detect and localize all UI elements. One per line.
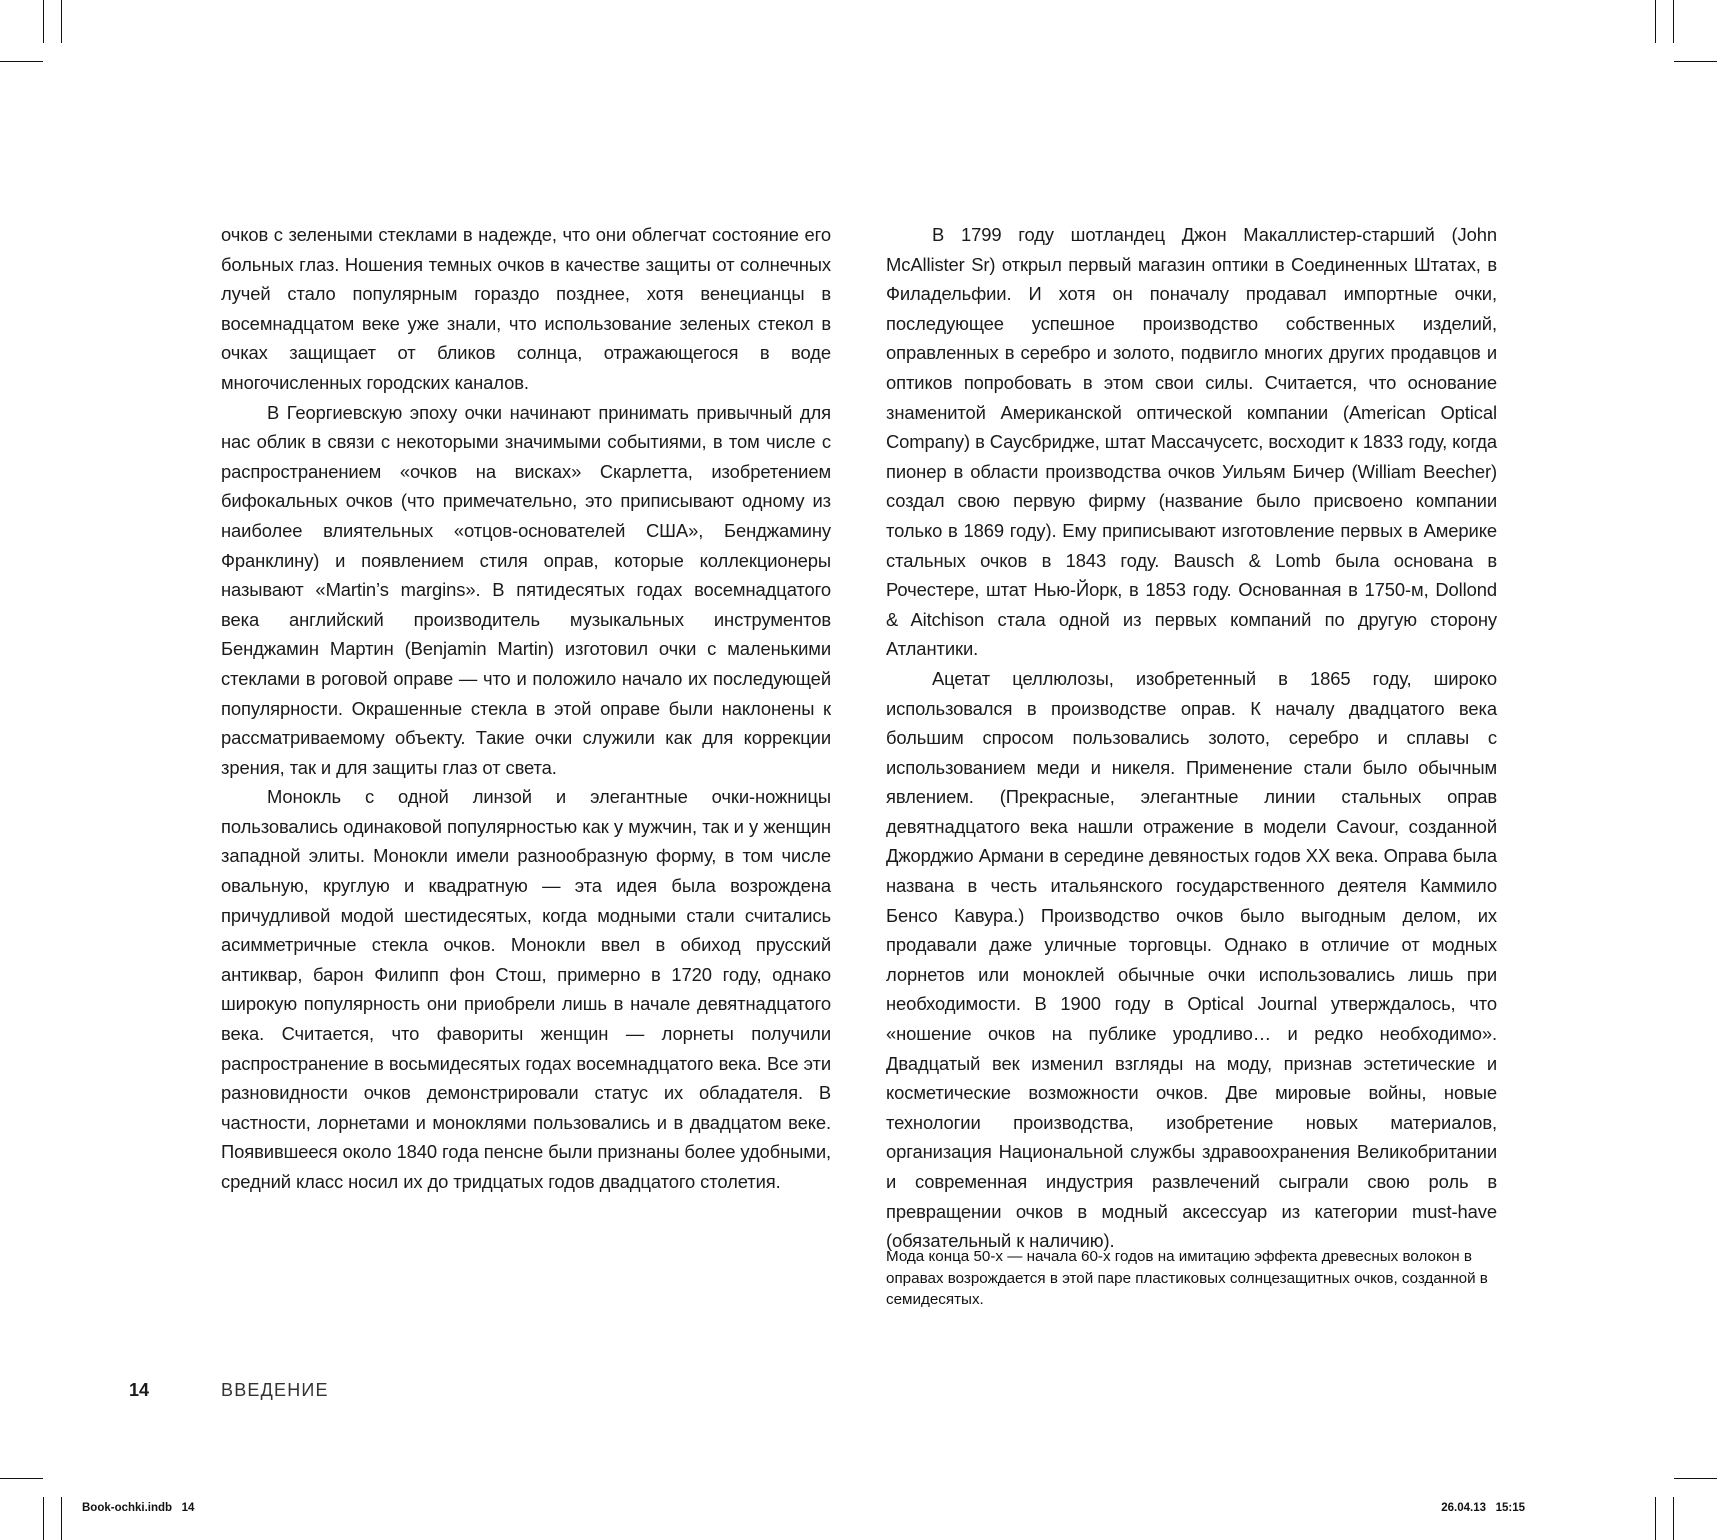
crop-mark — [61, 1497, 62, 1540]
crop-mark — [43, 1497, 44, 1540]
crop-mark — [1674, 61, 1717, 62]
paragraph: Монокль с одной линзой и элегантные очки-ножницы пользовались одинаковой популярностью как у мужчин, так и у женщин западной элиты. Монокли имели разнообразную форму, в том числе овальную, круглую и квадратную — эта идея была возрождена причудливой модой шестидесятых, когда модными стали считались асимметричные стекла очков. Монокли ввел в обиход прусский антиквар, барон Филипп фон Стош, примерно в 1720 году, однако широкую популярность они приобрели лишь в начале девятнадцатого века. Считается, что фавориты женщин — лорнеты получили распространение в восьмидесятых годах восемнадцатого века. Все эти разновидности очков демонстрировали статус их обладателя. В частности, лорнетами и моноклями пользовались и в двадцатом веке. Появившееся около 1840 года пенсне были признаны более удобными, средний класс носил их до тридцатых годов двадцатого столетия. — [221, 786, 831, 1192]
crop-mark — [0, 61, 43, 62]
paragraph: Ацетат целлюлозы, изобретенный в 1865 году, широко использовался в производстве оправ. К началу двадцатого века большим спросом пользовались золото, серебро и сплавы с использованием меди и никеля. Применение стали было обычным явлением. (Прекрасные, элегантные линии стальных оправ девятнадцатого века нашли отражение в модели Cavour, созданной Джорджио Армани в середине девяностых годов XX века. Оправа была названа в честь итальянского государственного деятеля Каммило Бенсо Кавура.) Производство очков было выгодным делом, их продавали даже уличные торговцы. Однако в отличие от модных лорнетов или моноклей обычные очки использовались лишь при необходимости. В 1900 году в Optical Journal утверждалось, что «ношение очков на публике уродливо… и редко необходимо». Двадцатый век изменил взгляды на моду, признав эстетические и косметические возможности очков. Две мировые войны, новые технологии производства, изобретение новых материалов, организация Национальной службы здравоохранения Великобритании и современная индустрия развлечений сыграли свою роль в превращении очков в модный аксессуар из категории must-have (обязательный к наличию). — [886, 667, 1497, 1252]
crop-mark — [1673, 1497, 1674, 1540]
right-text-column — [886, 220, 1497, 1256]
crop-mark — [1655, 0, 1656, 43]
crop-mark — [1655, 1497, 1656, 1540]
left-text-column — [221, 220, 831, 1197]
image-caption: Мода конца 50-х — начала 60-х годов на имитацию эффекта древесных волокон в оправах возрождается в этой паре пластиковых солнцезащитных очков, созданной в семидесятых. — [886, 1248, 1488, 1309]
slug-datetime: 26.04.13 15:15 — [1441, 1502, 1525, 1514]
paragraph: В 1799 году шотландец Джон Макаллистер-старший (John McAllister Sr) открыл первый магазин оптики в Соединенных Штатах, в Филадельфии. И хотя он поначалу продавал импортные очки, последующее успешное производство собственных изделий, оправленных в серебро и золото, подвигло многих других продавцов и оптиков попробовать в этом свои силы. Считается, что основание знаменитой Американской оптической компании (American Optical Company) в Саусбридже, штат Массачусетс, восходит к 1833 году, когда пионер в области производства очков Уильям Бичер (William Beecher) создал свою первую фирму (название было присвоено компании только в 1869 году). Ему приписывают изготовление первых в Америке стальных очков в 1843 году. Bausch & Lomb была основана в Рочестере, штат Нью-Йорк, в 1853 году. Основанная в 1750-м, Dollond & Aitchison стала одной из первых компаний по другую сторону Атлантики. — [886, 224, 1497, 660]
paragraph: В Георгиевскую эпоху очки начинают принимать привычный для нас облик в связи с некоторыми значимыми событиями, в том числе с распространением «очков на висках» Скарлетта, изобретением бифокальных очков (что примечательно, это приписывают одному из наиболее влиятельных «отцов-основателей США», Бенджамину Франклину) и появлением стиля оправ, которые коллекционеры называют «Martin’s margins». В пятидесятых годах восемнадцатого века английский производитель музыкальных инструментов Бенджамин Мартин (Benjamin Martin) изготовил очки с маленькими стеклами в роговой оправе — что и положило начало их последующей популярности. Окрашенные стекла в этой оправе были наклонены к рассматриваемому объекту. Такие очки служили как для коррекции зрения, так и для защиты глаз от света. — [221, 401, 831, 778]
section-title: ВВЕДЕНИЕ — [221, 1380, 329, 1400]
paragraph: очков с зелеными стеклами в надежде, что они облегчат состояние его больных глаз. Ношения темных очков в качестве защиты от солнечных лучей стало популярным гораздо позднее, хотя венецианцы в восемнадцатом веке уже знали, что использование зеленых стекол в очках защищает от бликов солнца, отражающегося в воде многочисленных городских каналов. — [221, 224, 831, 393]
crop-mark — [1674, 1478, 1717, 1479]
crop-mark — [43, 0, 44, 43]
crop-mark — [61, 0, 62, 43]
crop-mark — [0, 1478, 43, 1479]
crop-mark — [1673, 0, 1674, 43]
slug-filename: Book-ochki.indb 14 — [82, 1502, 195, 1514]
page-number: 14 — [129, 1380, 150, 1400]
